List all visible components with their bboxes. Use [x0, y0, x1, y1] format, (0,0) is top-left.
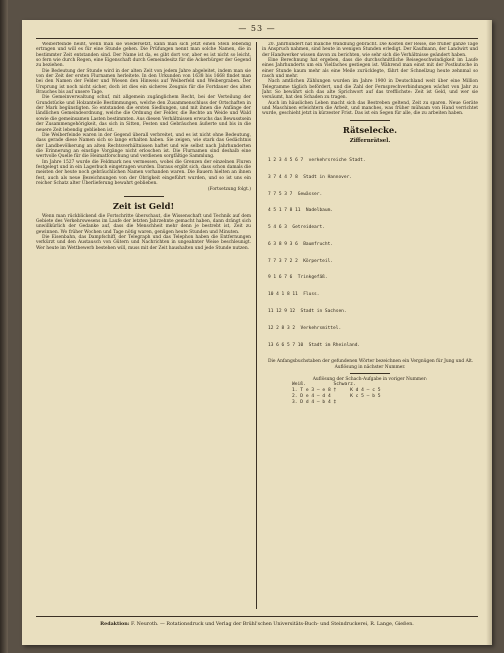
puzzle-line: 5 4 6 3 Getreideart. [268, 225, 325, 231]
newspaper-page [22, 20, 492, 645]
section-divider [124, 196, 164, 197]
puzzle-line: 6 3 8 9 3 6 Baumfrucht. [268, 241, 334, 247]
right-column [262, 42, 478, 609]
article-paragraph: Die Weiberfeinde waren in der Gegend überall verbreitet, und es ist nicht ohne Bedeutung, dass gerade diese Namen sich so lange erhalten haben. Sie zeigen, wie stark das Gedächtnis der Landbevölkerung an alten Rechtsverhältnissen haftet und wie selbst nach Jahrhunderten die Erinnerung an einstige Vorgänge nicht erloschen ist. Die Flurnamen sind deshalb eine wertvolle Quelle für die Heimatforschung und verdienen sorgfältige Sammlung. [36, 132, 251, 160]
puzzle-line: 4 5 1 7 8 11 Nadelbaum. [268, 208, 334, 214]
answer-columns: Weiß. Schwarz. [292, 382, 356, 388]
header-rule [36, 38, 478, 39]
section-divider [350, 120, 390, 121]
article-paragraph: Nach amtlichen Zählungen wurden im Jahre 1900 in Deutschland weit über eine Million Telegramme täglich befördert, und die Zahl der Fernsprechverbindungen wächst von Jahr zu Jahr. So bewährt sich das alte Sprichwort auf das trefflichste: Zeit ist Geld, und wer sie versäumt, hat den Schaden zu tragen. [262, 79, 478, 101]
imprint [36, 621, 478, 627]
article-paragraph: Die Gemeinverwaltung schuf, mit allgemein zugänglichem Recht, bei der Verteilung der Grundstücke und Holzanteile Bestimmungen, welche den Zusammenschluss der Ortschaften in der Mark begünstigten. So entstanden die ersten Siedlungen, und mit ihnen die Anfänge der ländlichen Gemeindeordnung, welche die Ordnung der Felder, die Rechte an Weide und Wald sowie die gemeinsamen Lasten bestimmten. Aus diesen Verhältnissen erwuchs das Bewusstsein der Zusammengehörigkeit, das sich in Sitten, Festen und Gebräuchen äußerte und bis in die neuere Zeit lebendig geblieben ist. [36, 95, 251, 133]
article-paragraph: Weiberfeinde heißt, wenn man sie wiedersetzt, kann man sich jetzt einen Stein lebendig ertragen und will es für eine Stunde gehen. Die Prüfungen nennt man solche Namen, die in bestimmter Zeit entstanden sind. Der Name ist da, es gibt dort vor, aber es ist nicht so leicht, so fern wie durch Regen, eine Eigenschaft durch Gemeindesitz für die Ackerbürger der Gegend zu beziehen. [36, 42, 251, 69]
page-number: — 53 — [238, 24, 276, 33]
article-paragraph: Im Jahre 1527 wurde die Feldmark neu vermessen, wobei die Grenzen der einzelnen Fluren festgelegt und in ein Lagerbuch eingetragen wurden. Daraus ergibt sich, dass schon damals die meisten der heute noch gebräuchlichen Namen vorhanden waren. Die Bauern hielten an ihnen fest, auch als neue Bezeichnungen von der Obrigkeit eingeführt wurden, und so ist uns ein reicher Schatz alter Überlieferung bewahrt geblieben. [36, 159, 251, 186]
puzzle-note: Die Anfangsbuchstaben der gefundenen Wörter bezeichnen ein Vergnügen für Jung und Alt. [268, 359, 474, 365]
article-paragraph: Die Eisenbahn, das Dampfschiff, der Telegraph und das Telephon haben die Entfernungen verkürzt und den Austausch von Gütern und Nachrichten in ungeahnter Weise beschleunigt. Wer heute im Wettbewerb bestehen will, muss mit der Zeit haushalten und jede Stunde nutzen. [36, 235, 251, 251]
section-divider [350, 373, 390, 374]
page-edge-shadow [486, 20, 492, 645]
article-paragraph: Die Bedeutung der Stunde wird in der alten Zeit von jedem Jahre abgeleitet, indem man sie von der Zeit der ersten Flurnamen herleitete. In den Urkunden von 1638 bis 1668 findet man bei den Namen der Felder und Wiesen den Hinweis auf Weiberfeld und Weibergraben. Der Ursprung ist noch nicht sicher, doch ist dies ein sicheres Zeugnis für die Fortdauer des alten Brauches bis auf unsere Tage. [36, 68, 251, 96]
puzzle-line: 7 7 5 3 7 Gewässer. [268, 191, 323, 197]
book-spine [0, 0, 8, 653]
article-paragraph: Eine Berechnung hat ergeben, dass die durchschnittliche Reisegeschwindigkeit im Laufe eines Jahrhunderts um ein Vielfaches gestiegen ist. Während man einst mit der Postkutsche in einer Stunde kaum mehr als eine Meile zurücklegte, fährt der Schnellzug heute zehnmal so rasch und mehr. [262, 58, 478, 80]
puzzle-line: 10 4 1 8 11 Fluss. [268, 292, 320, 298]
article-paragraph: 20. Jahrhundert hat manche Wandlung gebracht. Die Kosten der Reise, die früher ganze Tage in Anspruch nahmen, sind heute in wenigen Stunden erledigt. Der Kaufmann, der Landwirt und der Handwerker wissen davon zu berichten, wie sehr sich die Verhältnisse geändert haben. [262, 42, 478, 58]
section-title: Zeit ist Geld! [112, 200, 175, 211]
answer-move: 3. D d 4 – b 4 ‡ [292, 399, 337, 405]
puzzle-list [262, 147, 478, 360]
footer-rule [36, 616, 478, 617]
imprint-text: F. Neuroth. — Rotationsdruck und Verlag der Brühl'schen Universitäts-Buch- und Steindruckerei, R. Lange, Gießen. [131, 622, 414, 627]
column-divider [256, 42, 257, 609]
answer-move: 2. D e 4 – d 4 K c 5 – b 5 [292, 394, 381, 399]
puzzle-line: 7 7 3 7 2 2 Körperteil. [268, 258, 334, 264]
puzzle-title: Rätselecke. [342, 124, 398, 135]
puzzle-line: 13 6 6 5 7 10 Stadt im Rheinland. [268, 342, 361, 348]
answer-move: 1. T e 3 – e 8 † K d 4 – c 5 [292, 388, 381, 394]
puzzle-line: 9 1 6 7 6 Trinkgefäß. [268, 275, 328, 281]
article-paragraph: Wenn man rückblickend die Fortschritte überschaut, die Wissenschaft und Technik auf dem Gebiete des Verkehrswesens im Laufe der letzten Jahrzehnte gemacht haben, dann drängt sich unwillkürlich der Gedanke auf, dass die Menschheit mehr denn je bestrebt ist, Zeit zu gewinnen. Wo früher Wochen und Tage nötig waren, genügen heute Stunden und Minuten. [36, 213, 251, 235]
puzzle-line: 3 7 4 4 7 8 Stadt in Hannover. [268, 174, 352, 180]
puzzle-line: 1 2 3 4 5 6 7 verkehrsreiche Stadt. [268, 158, 366, 163]
puzzle-footer: Auflösung in nächster Nummer. [334, 364, 406, 370]
puzzle-line: 12 2 8 3 2 Verkehrsmittel. [268, 325, 342, 331]
left-column [36, 42, 251, 609]
answer-title: Auflösung der Schach-Aufgabe in voriger Nummer: [312, 377, 428, 383]
puzzle-line: 11 12 9 12 Stadt in Sachsen. [268, 309, 347, 315]
article-paragraph: Auch im häuslichen Leben macht sich das Bestreben geltend, Zeit zu sparen. Neue Geräte und Maschinen erleichtern die Arbeit, und manches, was früher mühsam von Hand verrichtet wurde, geschieht jetzt in kürzester Frist. Das ist ein Segen für alle, die zu arbeiten haben. [262, 100, 478, 117]
puzzle-subtitle: Ziffernrätsel. [349, 137, 391, 144]
continuation-note: (Fortsetzung folgt.) [207, 187, 251, 193]
imprint-label: Redaktion: [100, 621, 130, 627]
